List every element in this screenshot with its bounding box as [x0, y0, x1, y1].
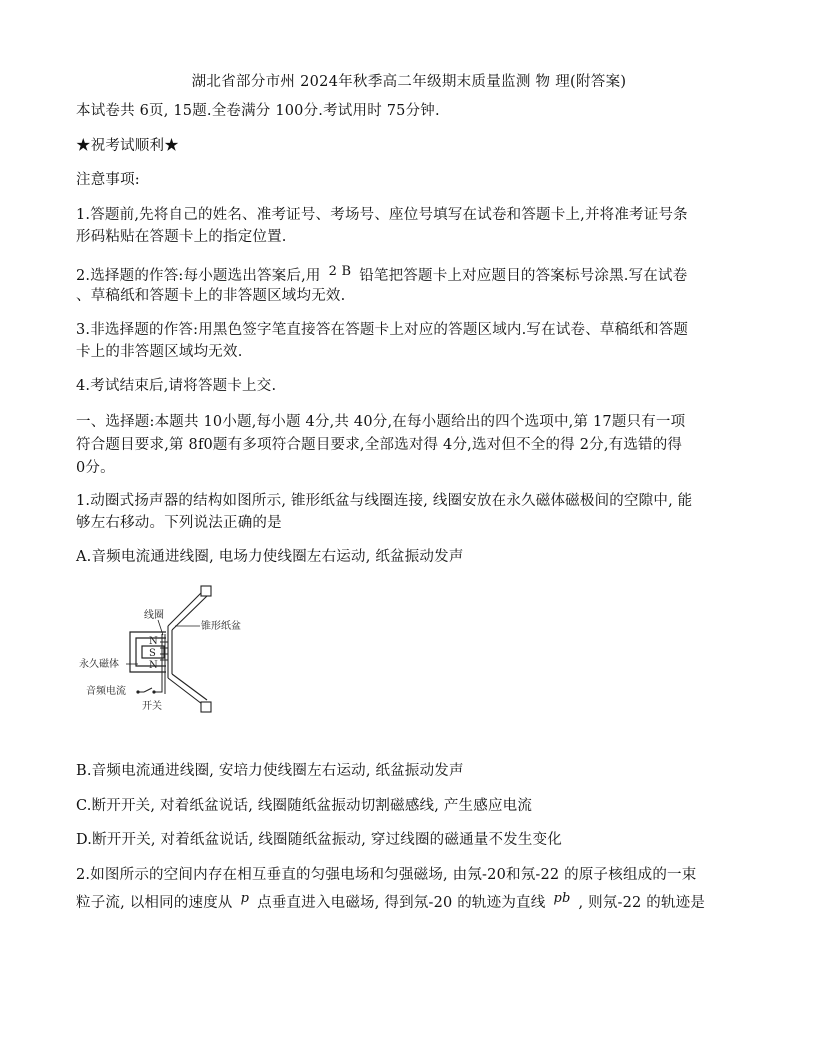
section-1-line-1: 一、选择题:本题共 10小题,每小题 4分,共 40分,在每小题给出的四个选项中,第 17题只有一项 [76, 414, 686, 430]
question-1-line-1: 1.动圈式扬声器的结构如图所示, 锥形纸盆与线圈连接, 线圈安放在永久磁体磁极间的空隙中, 能 [76, 493, 693, 509]
question-2-text-c: , 则氖-22 的轨迹是 [578, 895, 706, 911]
notice-4-line: 4.考试结束后,请将答题卡上交. [76, 378, 277, 394]
question-1-option-b: B.音频电流通进线圈, 安培力使线圈左右运动, 纸盆振动发声 [76, 763, 464, 779]
notice-1-line-1: 1.答题前,先将自己的姓名、准考证号、考场号、座位号填写在试卷和答题卡上,并将准考证号条 [76, 207, 688, 223]
blessing-text: ★祝考试顺利★ [76, 138, 179, 154]
notice-2-text-b: 铅笔把答题卡上对应题目的答案标号涂黑.写在试卷 [359, 268, 688, 284]
notice-3-line-1: 3.非选择题的作答:用黑色签字笔直接答在答题卡上对应的答题区域内.写在试卷、草稿纸和答题 [76, 322, 689, 338]
pole-bottom-label: N [149, 660, 158, 671]
magnet-label: 永久磁体 [79, 659, 119, 670]
question-1-line-2: 够左右移动。下列说法正确的是 [76, 515, 282, 531]
question-1-option-d: D.断开开关, 对着纸盆说话, 线圈随纸盆振动, 穿过线圈的磁通量不发生变化 [76, 832, 562, 848]
notice-2-line-2: 、草稿纸和答题卡上的非答题区域均无效. [76, 288, 346, 304]
pole-top-label: N [149, 636, 158, 647]
question-2-line-2 [76, 890, 705, 912]
section-1-line-2: 符合题目要求,第 8f0题有多项符合题目要求,全部选对得 4分,选对但不全的得 2分,有选错的得 [76, 437, 683, 453]
question-2-math-pb: pb [553, 891, 571, 906]
cone-label: 锥形纸盆 [201, 621, 241, 632]
question-1-option-c: C.断开开关, 对着纸盆说话, 线圈随纸盆振动切割磁感线, 产生感应电流 [76, 798, 533, 814]
exam-title: 湖北省部分市州 2024年秋季高二年级期末质量监测 物 理(附答案) [191, 74, 627, 90]
notice-2-text-a: 2.选择题的作答:每小题选出答案后,用 [76, 268, 321, 284]
cone-bottom-anchor [201, 702, 211, 712]
terminal-left [136, 690, 139, 693]
question-2-line-1: 2.如图所示的空间内存在相互垂直的匀强电场和匀强磁场, 由氖-20和氖-22 的原子核组成的一束 [76, 867, 697, 883]
section-1-line-3: 0分。 [76, 460, 115, 476]
question-2-math-p: p [240, 891, 250, 906]
cone-outline [168, 592, 207, 704]
notice-2-line-1 [76, 263, 687, 285]
notice-1-line-2: 形码粘贴在答题卡上的指定位置. [76, 229, 287, 245]
circuit-wires [138, 670, 165, 694]
question-2-text-b: 点垂直进入电磁场, 得到氖-20 的轨迹为直线 [257, 895, 546, 911]
speaker-diagram [76, 582, 256, 722]
question-1-option-a: A.音频电流通进线圈, 电场力使线圈左右运动, 纸盆振动发声 [76, 549, 464, 565]
notice-3-line-2: 卡上的非答题区域均无效. [76, 344, 243, 360]
intro-text: 本试卷共 6页, 15题.全卷满分 100分.考试用时 75分钟. [76, 103, 440, 119]
switch-label: 开关 [142, 701, 162, 712]
notice-heading: 注意事项: [76, 172, 140, 188]
cone-top-anchor [201, 586, 211, 596]
notice-2-math: 2 B [328, 264, 352, 279]
current-label: 音频电流 [86, 686, 126, 697]
pole-middle-label: S [149, 648, 156, 659]
terminal-right [152, 690, 155, 693]
coil-label: 线圈 [144, 610, 164, 621]
question-2-text-a: 粒子流, 以相同的速度从 [76, 895, 233, 911]
permanent-magnet [130, 632, 166, 672]
